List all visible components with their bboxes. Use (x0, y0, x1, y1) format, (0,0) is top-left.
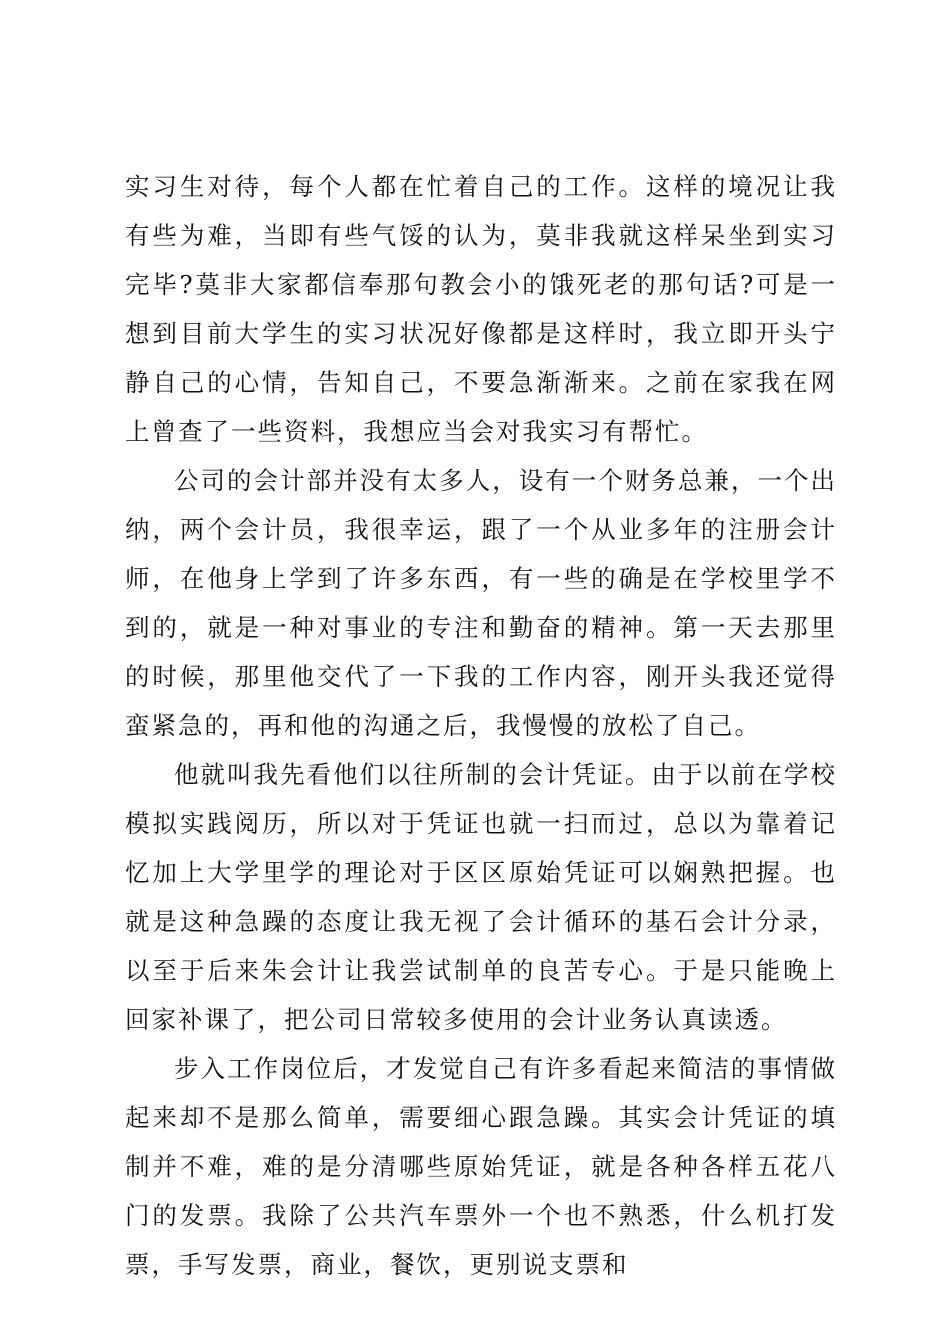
paragraph-3: 他就叫我先看他们以往所制的会计凭证。由于以前在学校模拟实践阅历，所以对于凭证也就一扫而过，总以为靠着记忆加上大学里学的理论对于区区原始凭证可以娴熟把握。也就是这种急躁的态度让我无视了会计循环的基石会计分录，以至于后来朱会计让我尝试制单的良苦专心。于是只能晚上回家补课了，把公司日常较多使用的会计业务认真读透。 (125, 760, 837, 1034)
paragraph-4: 步入工作岗位后，才发觉自己有许多看起来简洁的事情做起来却不是那么简单，需要细心跟急躁。其实会计凭证的填制并不难，难的是分清哪些原始凭证，就是各种各样五花八门的发票。我除了公共汽车票外一个也不熟悉，什么机打发票，手写发票，商业，餐饮，更别说支票和 (125, 1054, 837, 1279)
paragraph-1: 实习生对待，每个人都在忙着自己的工作。这样的境况让我有些为难，当即有些气馁的认为，莫非我就这样呆坐到实习完毕?莫非大家都信奉那句教会小的饿死老的那句话?可是一想到目前大学生的实习状况好像都是这样时，我立即开头宁静自己的心情，告知自己，不要急渐渐来。之前在家我在网上曾查了一些资料，我想应当会对我实习有帮忙。 (125, 172, 837, 446)
paragraph-2: 公司的会计部并没有太多人，设有一个财务总兼，一个出纳，两个会计员，我很幸运，跟了一个从业多年的注册会计师，在他身上学到了许多东西，有一些的确是在学校里学不到的，就是一种对事业的专注和勤奋的精神。第一天去那里的时候，那里他交代了一下我的工作内容，刚开头我还觉得蛮紧急的，再和他的沟通之后，我慢慢的放松了自己。 (125, 466, 837, 740)
document-body (125, 162, 837, 1289)
